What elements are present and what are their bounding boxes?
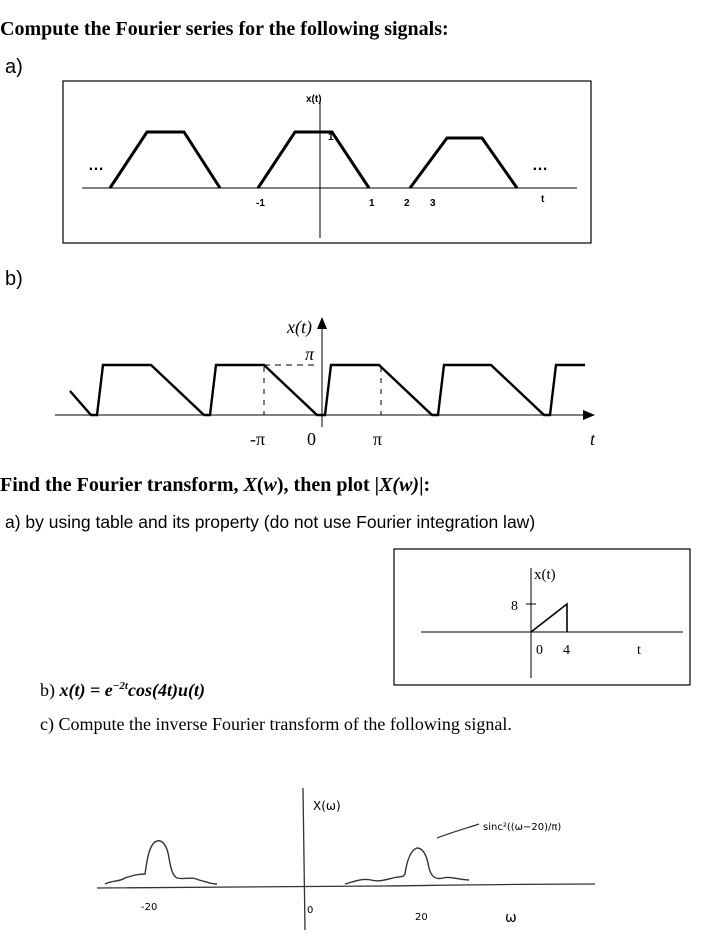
y-axis-arrow — [317, 317, 327, 329]
figure-a-xlabel: t — [541, 194, 545, 205]
part-b-label: b) — [5, 268, 23, 290]
figure-b-tick-label: 0 — [307, 429, 316, 449]
section-heading-fourier-transform: Find the Fourier transform, X(w), then plot |X(w)|: — [0, 474, 431, 496]
item-c-text: c) Compute the inverse Fourier transform of the following signal. — [40, 714, 512, 734]
item-a-text: a) by using table and its property (do not use Fourier integration law) — [5, 512, 536, 532]
figure-c-ylabel: x(t) — [534, 567, 556, 583]
figure-d-annotation: sinc²((ω−20)/π) — [483, 822, 562, 833]
figure-d-handdrawn-spectrum — [85, 780, 645, 940]
figure-a-tick-label: -1 — [256, 198, 265, 209]
figure-a-tick-label: 1 — [369, 198, 375, 209]
figure-b-ylabel: x(t) — [287, 317, 312, 337]
figure-d-xlabel: ω — [505, 910, 517, 926]
figure-a-trapezoid-signal — [62, 80, 592, 245]
figure-b-pi-label: π — [305, 344, 315, 364]
figure-d-x-axis — [97, 884, 595, 888]
spectrum-lobe-left — [105, 841, 217, 884]
figure-d-tick-label: 0 — [307, 905, 314, 916]
spectrum-lobe-right — [345, 848, 469, 884]
figure-a-tick-label: 2 — [404, 198, 410, 209]
annotation-pointer — [437, 824, 479, 838]
figure-a-peak-label: 1 — [328, 132, 334, 143]
figure-a-ellipsis-right: … — [532, 157, 548, 174]
figure-a-border — [63, 81, 591, 243]
figure-d-tick-label: -20 — [141, 902, 158, 913]
figure-b-xlabel: t — [590, 429, 596, 449]
figure-d-ylabel: X(ω) — [313, 799, 341, 813]
figure-c-tick-label: 4 — [563, 643, 570, 658]
waveform-line — [70, 365, 585, 415]
figure-a-tick-label: 3 — [430, 198, 436, 209]
figure-b-tick-label: -π — [250, 429, 266, 449]
figure-b-tick-label: π — [373, 429, 383, 449]
x-axis-arrow — [583, 410, 595, 420]
figure-d-tick-label: 20 — [415, 912, 428, 923]
figure-d-y-axis — [303, 788, 305, 930]
figure-b-waveform — [55, 305, 615, 455]
figure-c-tick-label: 0 — [536, 643, 543, 658]
figure-c-xlabel: t — [637, 643, 641, 658]
part-a-label: a) — [5, 56, 23, 78]
figure-a-ellipsis-left: … — [88, 157, 104, 174]
figure-c-ramp-signal — [393, 548, 693, 688]
figure-c-yvalue: 8 — [511, 599, 518, 614]
item-b-equation: b) $x(t) = e^{-2t}\cos(4t)u(t)$ — [40, 680, 205, 700]
figure-a-ylabel: x(t) — [306, 94, 322, 105]
section-heading-fourier-series: Compute the Fourier series for the following signals: — [0, 18, 449, 40]
